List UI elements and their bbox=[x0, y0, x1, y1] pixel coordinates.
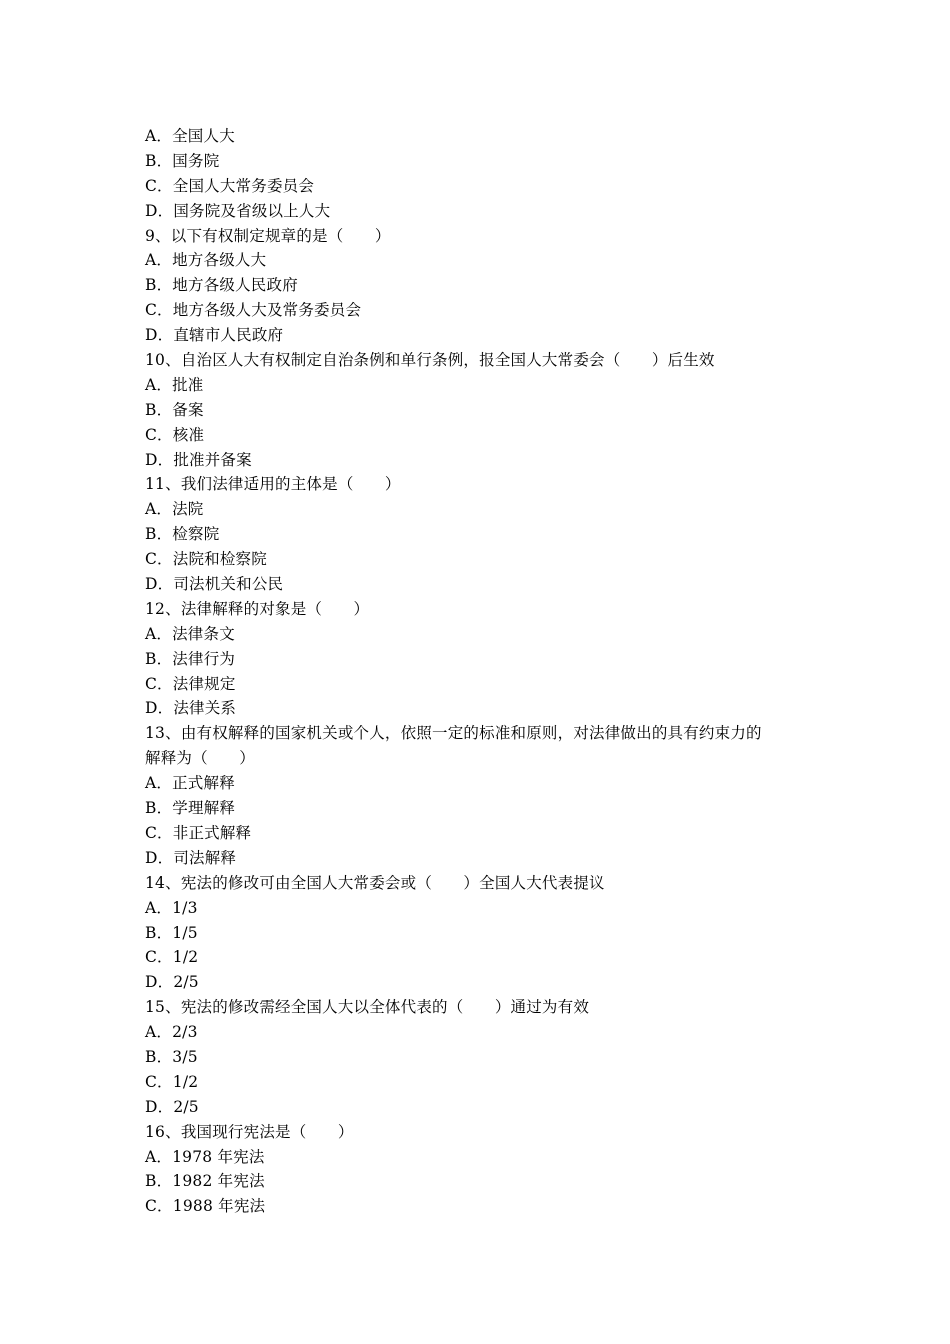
answer-option: C．1988 年宪法 bbox=[145, 1197, 266, 1216]
answer-option: B．3/5 bbox=[145, 1047, 198, 1066]
document-body bbox=[145, 124, 825, 1219]
answer-option: D．直辖市人民政府 bbox=[145, 326, 284, 345]
answer-option: D．司法解释 bbox=[145, 848, 237, 867]
answer-option: C．地方各级人大及常务委员会 bbox=[145, 301, 362, 320]
answer-option: D．法律关系 bbox=[145, 699, 237, 718]
answer-option: B．1/5 bbox=[145, 923, 198, 942]
answer-option: C．全国人大常务委员会 bbox=[145, 176, 315, 195]
question-12: 12、法律解释的对象是（ ） bbox=[145, 599, 370, 618]
answer-option: C．1/2 bbox=[145, 948, 199, 967]
answer-option: A．1/3 bbox=[145, 898, 198, 917]
answer-option: B．法律行为 bbox=[145, 649, 236, 668]
answer-option: B．检察院 bbox=[145, 525, 220, 544]
answer-option: A．法院 bbox=[145, 500, 204, 519]
answer-option: C．非正式解释 bbox=[145, 823, 252, 842]
answer-option: B．地方各级人民政府 bbox=[145, 276, 298, 295]
question-14: 14、宪法的修改可由全国人大常委会或（ ）全国人大代表提议 bbox=[145, 873, 605, 892]
answer-option: A．批准 bbox=[145, 375, 204, 394]
answer-option: B．学理解释 bbox=[145, 799, 236, 818]
answer-option: A．2/3 bbox=[145, 1023, 198, 1042]
question-15: 15、宪法的修改需经全国人大以全体代表的（ ）通过为有效 bbox=[145, 998, 590, 1017]
question-9: 9、以下有权制定规章的是（ ） bbox=[145, 226, 391, 245]
answer-option: C．1/2 bbox=[145, 1072, 199, 1091]
question-13-continuation: 解释为（ ） bbox=[145, 749, 255, 768]
answer-option: A．1978 年宪法 bbox=[145, 1147, 265, 1166]
question-10: 10、自治区人大有权制定自治条例和单行条例，报全国人大常委会（ ）后生效 bbox=[145, 351, 715, 370]
answer-option: D．国务院及省级以上人大 bbox=[145, 201, 331, 220]
question-13: 13、由有权解释的国家机关或个人，依照一定的标准和原则，对法律做出的具有约束力的 bbox=[145, 724, 762, 743]
answer-option: B．备案 bbox=[145, 400, 204, 419]
answer-option: B．1982 年宪法 bbox=[145, 1172, 265, 1191]
answer-option: B．国务院 bbox=[145, 151, 220, 170]
answer-option: C．核准 bbox=[145, 425, 205, 444]
answer-option: A．地方各级人大 bbox=[145, 251, 267, 270]
answer-option: A．正式解释 bbox=[145, 774, 235, 793]
answer-option: D．2/5 bbox=[145, 973, 199, 992]
question-16: 16、我国现行宪法是（ ） bbox=[145, 1122, 354, 1141]
answer-option: A．法律条文 bbox=[145, 624, 235, 643]
answer-option: D．批准并备案 bbox=[145, 450, 252, 469]
answer-option: A．全国人大 bbox=[145, 127, 235, 145]
question-11: 11、我们法律适用的主体是（ ） bbox=[145, 475, 401, 494]
answer-option: C．法院和检察院 bbox=[145, 550, 267, 569]
answer-option: D．司法机关和公民 bbox=[145, 575, 284, 594]
answer-option: C．法律规定 bbox=[145, 674, 236, 693]
answer-option: D．2/5 bbox=[145, 1097, 199, 1116]
